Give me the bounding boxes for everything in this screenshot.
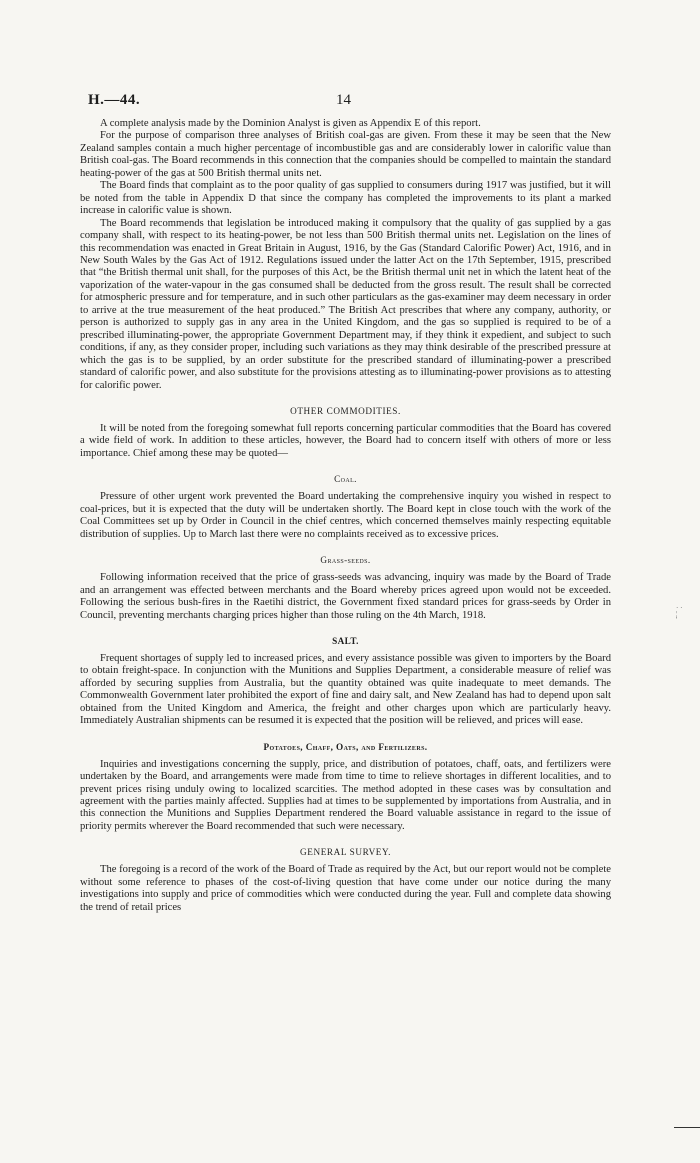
paragraph-analysis: A complete analysis made by the Dominion Analyst is given as Appendix E of this report. <box>100 118 481 129</box>
report-body <box>80 118 611 914</box>
heading-general-survey: GENERAL SURVEY. <box>300 847 391 858</box>
paragraph-other-commodities: It will be noted from the foregoing somewhat full reports concerning particular commodities that the Board has covered a wide field of work. In addition to these articles, however, the Board had to concern itself with others of more or less importance. Chief among these may be quoted— <box>80 422 611 459</box>
heading-grass-seeds: Grass-seeds. <box>320 555 371 566</box>
heading-potatoes: Potatoes, Chaff, Oats, and Fertilizers. <box>263 741 428 752</box>
paragraph-grass-seeds: Following information received that the price of grass-seeds was advancing, inquiry was made by the Board of Trade and an arrangement was effected between merchants and the Board whereby prices agreed upon would not be exceeded. Following the serious bush-fires in the Raetihi district, the Government fixed standard prices for grass-seeds by Order in Council, preventing merchants charging prices higher than those ruling on the 4th March, 1918. <box>80 572 611 621</box>
heading-other-commodities: OTHER COMMODITIES. <box>290 405 401 416</box>
paragraph-potatoes: Inquiries and investigations concerning the supply, price, and distribution of potatoes, chaff, oats, and fertilizers were undertaken by the Board, and arrangements were made from time to time to relieve shortages in different localities, and to prevent prices rising unduly owing to localized scarcities. The method adopted in these cases was by consultation and agreement with the parties mainly affected. Supplies had at times to be supplemented by importations from Australia, and in this connection the Munitions and Supplies Department rendered the Board valuable assistance in regard to the issue of priority permits wherever the Board recommended that such were necessary. <box>80 758 611 832</box>
heading-salt: SALT. <box>332 635 359 646</box>
heading-coal: Coal. <box>334 474 357 485</box>
paragraph-complaint: The Board finds that complaint as to the poor quality of gas supplied to consumers during 1917 was justified, but it will be noted from the table in Appendix D that since the company has completed the improvements to its plant a marked increase in calorific value is shown. <box>80 180 611 217</box>
margin-scan-mark: · · ¦ ' <box>676 604 683 624</box>
paragraph-legislation: The Board recommends that legislation be introduced making it compulsory that the quality of gas supplied by a gas company shall, with respect to its heating-power, be not less than 500 British thermal units net. Legislation on the lines of this recommendation was enacted in Great Britain in August, 1916, by the Gas (Standard Calorific Power) Act, 1916, and in New South Wales by the Gas Act of 1912. Regulations issued under the latter Act on the 17th September, 1915, prescribed that “the British thermal unit shall, for the purposes of this Act, be the British thermal unit net in which the latent heat of the vaporization of the water-vapour in the gas consumed shall be deducted from the gross result. The result shall be corrected for atmospheric pressure and for temperature, and in such other particulars as the gas-examiner may deem necessary in order to arrive at the true measurement of the heat produced.” The British Act prescribes that where any company, authority, or person is authorized to supply gas in any area in the United Kingdom, and the gas so supplied is required to be of a prescribed illuminating-power, the appropriate Government Department may, if they think it expedient, and subject to such conditions, if any, as they consider proper, including such variations as they may think desirable of the prescribed pressure at which the gas is to be supplied, by an order substitute for the prescribed standard of illuminating-power a prescribed standard of calorific power, and also substitute for the provisions attesting as to illuminating-power provisions as to attesting for calorific power. <box>80 217 611 391</box>
edge-rule-mark <box>674 1127 700 1128</box>
page-header <box>80 92 611 112</box>
report-reference: H.—44. <box>88 92 141 108</box>
page-number: 14 <box>336 92 351 108</box>
paragraph-comparison: For the purpose of comparison three analyses of British coal-gas are given. From these it may be seen that the New Zealand samples contain a much higher percentage of incombustible gas and are considerably lower in calorific value than British coal-gas. The Board recommends in this connection that the companies should be compelled to maintain the standard heating-power of the gas at 500 British thermal units net. <box>80 130 611 179</box>
paragraph-coal: Pressure of other urgent work prevented the Board undertaking the comprehensive inquiry you wished in respect to coal-prices, but it is expected that the duty will be undertaken shortly. The Board kept in close touch with the work of the Coal Committees set up by Order in Council in the chief centres, which concerned themselves mainly respecting equitable distribution of supplies. Up to March last there were no complaints received as to excessive prices. <box>80 491 611 540</box>
paragraph-salt: Frequent shortages of supply led to increased prices, and every assistance possible was given to importers by the Board to obtain freight-space. In conjunction with the Munitions and Supplies Department, a considerable measure of relief was afforded by securing supplies from Australia, but the quantity obtained was quite inadequate to meet demands. The Commonwealth Government later prohibited the export of fine and dairy salt, and New Zealand has had to depend upon salt obtained from the United Kingdom and America, the freight and other charges upon which are particularly heavy. Immediately Australian shipments can be resumed it is expected that the position will be relieved, and prices will ease. <box>80 652 611 727</box>
paragraph-general-survey: The foregoing is a record of the work of the Board of Trade as required by the Act, but our report would not be complete without some reference to phases of the cost-of-living question that have come under our notice during the many investigations into supply and price of commodities which were conducted during the year. Full and complete data showing the trend of retail prices <box>80 864 612 913</box>
